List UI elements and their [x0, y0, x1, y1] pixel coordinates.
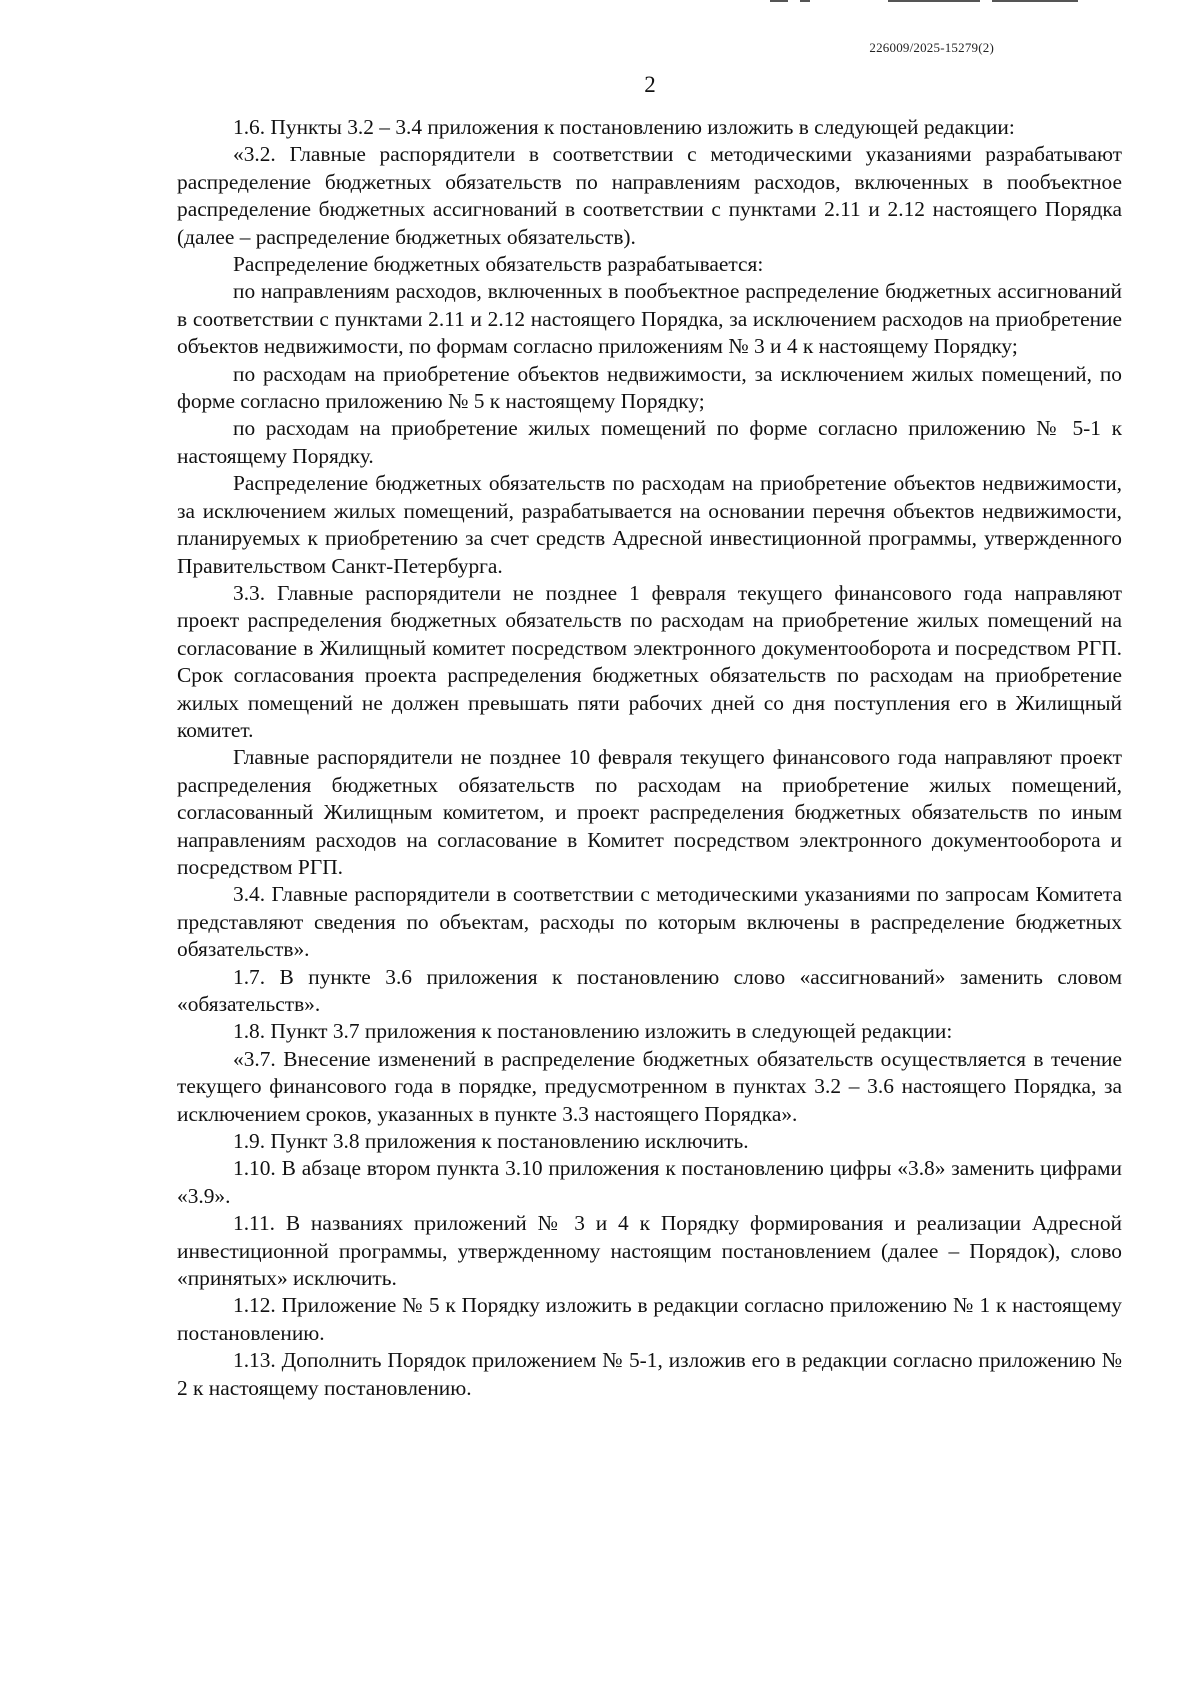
paragraph-1-11: 1.11. В названиях приложений № 3 и 4 к Порядку формирования и реализации Адресной инвестиционной программы, утвержденному настоящим постановлением (далее – Порядок), слово «принятых» исключить. [177, 1211, 1122, 1291]
paragraph-1-6: 1.6. Пункты 3.2 – 3.4 приложения к постановлению изложить в следующей редакции: [233, 115, 1015, 139]
page-number: 2 [644, 72, 656, 97]
paragraph-1-7: 1.7. В пункте 3.6 приложения к постановлению слово «ассигнований» заменить словом «обязательств». [177, 964, 1122, 1016]
paragraph-3-7: «3.7. Внесение изменений в распределение бюджетных обязательств осуществляется в течение текущего финансового года в порядке, предусмотренном в пунктах 3.2 – 3.6 настоящего Порядка, за исключением сроков, указанных в пункте 3.3 настоящего Порядка». [177, 1046, 1122, 1126]
paragraph-1-13: 1.13. Дополнить Порядок приложением № 5-1, изложив его в редакции согласно приложению № 2 к настоящему постановлению. [177, 1348, 1122, 1400]
paragraph-by-directions: по направлениям расходов, включенных в пообъектное распределение бюджетных ассигнований в соответствии с пунктами 2.11 и 2.12 настоящего Порядка, за исключением расходов на приобретение объектов недвижимости, по формам согласно приложениям № 3 и 4 к настоящему Порядку; [177, 279, 1122, 359]
paragraph-by-housing: по расходам на приобретение жилых помещений по форме согласно приложению № 5-1 к настоящему Порядку. [177, 416, 1122, 468]
paragraph-by-real-estate: по расходам на приобретение объектов недвижимости, за исключением жилых помещений, по форме согласно приложению № 5 к настоящему Порядку; [177, 361, 1122, 414]
paragraph-distribution-developed: Распределение бюджетных обязательств разрабатывается: [233, 252, 764, 277]
scan-artifact-marks [770, 0, 1080, 4]
paragraph-1-8: 1.8. Пункт 3.7 приложения к постановлению изложить в следующей редакции: [233, 1019, 953, 1044]
paragraph-1-9: 1.9. Пункт 3.8 приложения к постановлению исключить. [233, 1129, 749, 1154]
paragraph-1-10: 1.10. В абзаце втором пункта 3.10 приложения к постановлению цифры «3.8» заменить цифрами «3.9». [177, 1156, 1122, 1208]
paragraph-february-10: Главные распорядители не позднее 10 февраля текущего финансового года направляют проект распределения бюджетных обязательств по расходам на приобретение жилых помещений, согласованный Жилищным комитетом, и проект распределения бюджетных обязательств по иным направлениям расходов на согласование в Комитет посредством электронного документооборота и посредством РГП. [177, 745, 1122, 879]
paragraph-real-estate-list: Распределение бюджетных обязательств по расходам на приобретение объектов недвижимости, за исключением жилых помещений, разрабатывается на основании перечня объектов недвижимости, планируемых к приобретению за счет средств Адресной инвестиционной программы, утвержденного Правительством Санкт-Петербурга. [177, 471, 1122, 578]
paragraph-3-2: «3.2. Главные распорядители в соответствии с методическими указаниями разрабатывают распределение бюджетных обязательств по направлениям расходов, включенных в пообъектное распределение бюджетных ассигнований в соответствии с пунктами 2.11 и 2.12 настоящего Порядка (далее – распределение бюджетных обязательств). [177, 142, 1122, 249]
document-body [177, 114, 1122, 1402]
document-registration-number: 226009/2025-15279(2) [869, 40, 994, 55]
paragraph-3-3: 3.3. Главные распорядители не позднее 1 февраля текущего финансового года направляют проект распределения бюджетных обязательств по расходам на приобретение жилых помещений на согласование в Жилищный комитет посредством электронного документооборота и посредством РГП. Срок согласования проекта распределения бюджетных обязательств по расходам на приобретение жилых помещений не должен превышать пяти рабочих дней со дня поступления его в Жилищный комитет. [177, 580, 1122, 742]
paragraph-1-12: 1.12. Приложение № 5 к Порядку изложить в редакции согласно приложению № 1 к настоящему постановлению. [177, 1293, 1122, 1345]
paragraph-3-4: 3.4. Главные распорядители в соответствии с методическими указаниями по запросам Комитета представляют сведения по объектам, расходы по которым включены в распределение бюджетных обязательств». [177, 882, 1122, 962]
